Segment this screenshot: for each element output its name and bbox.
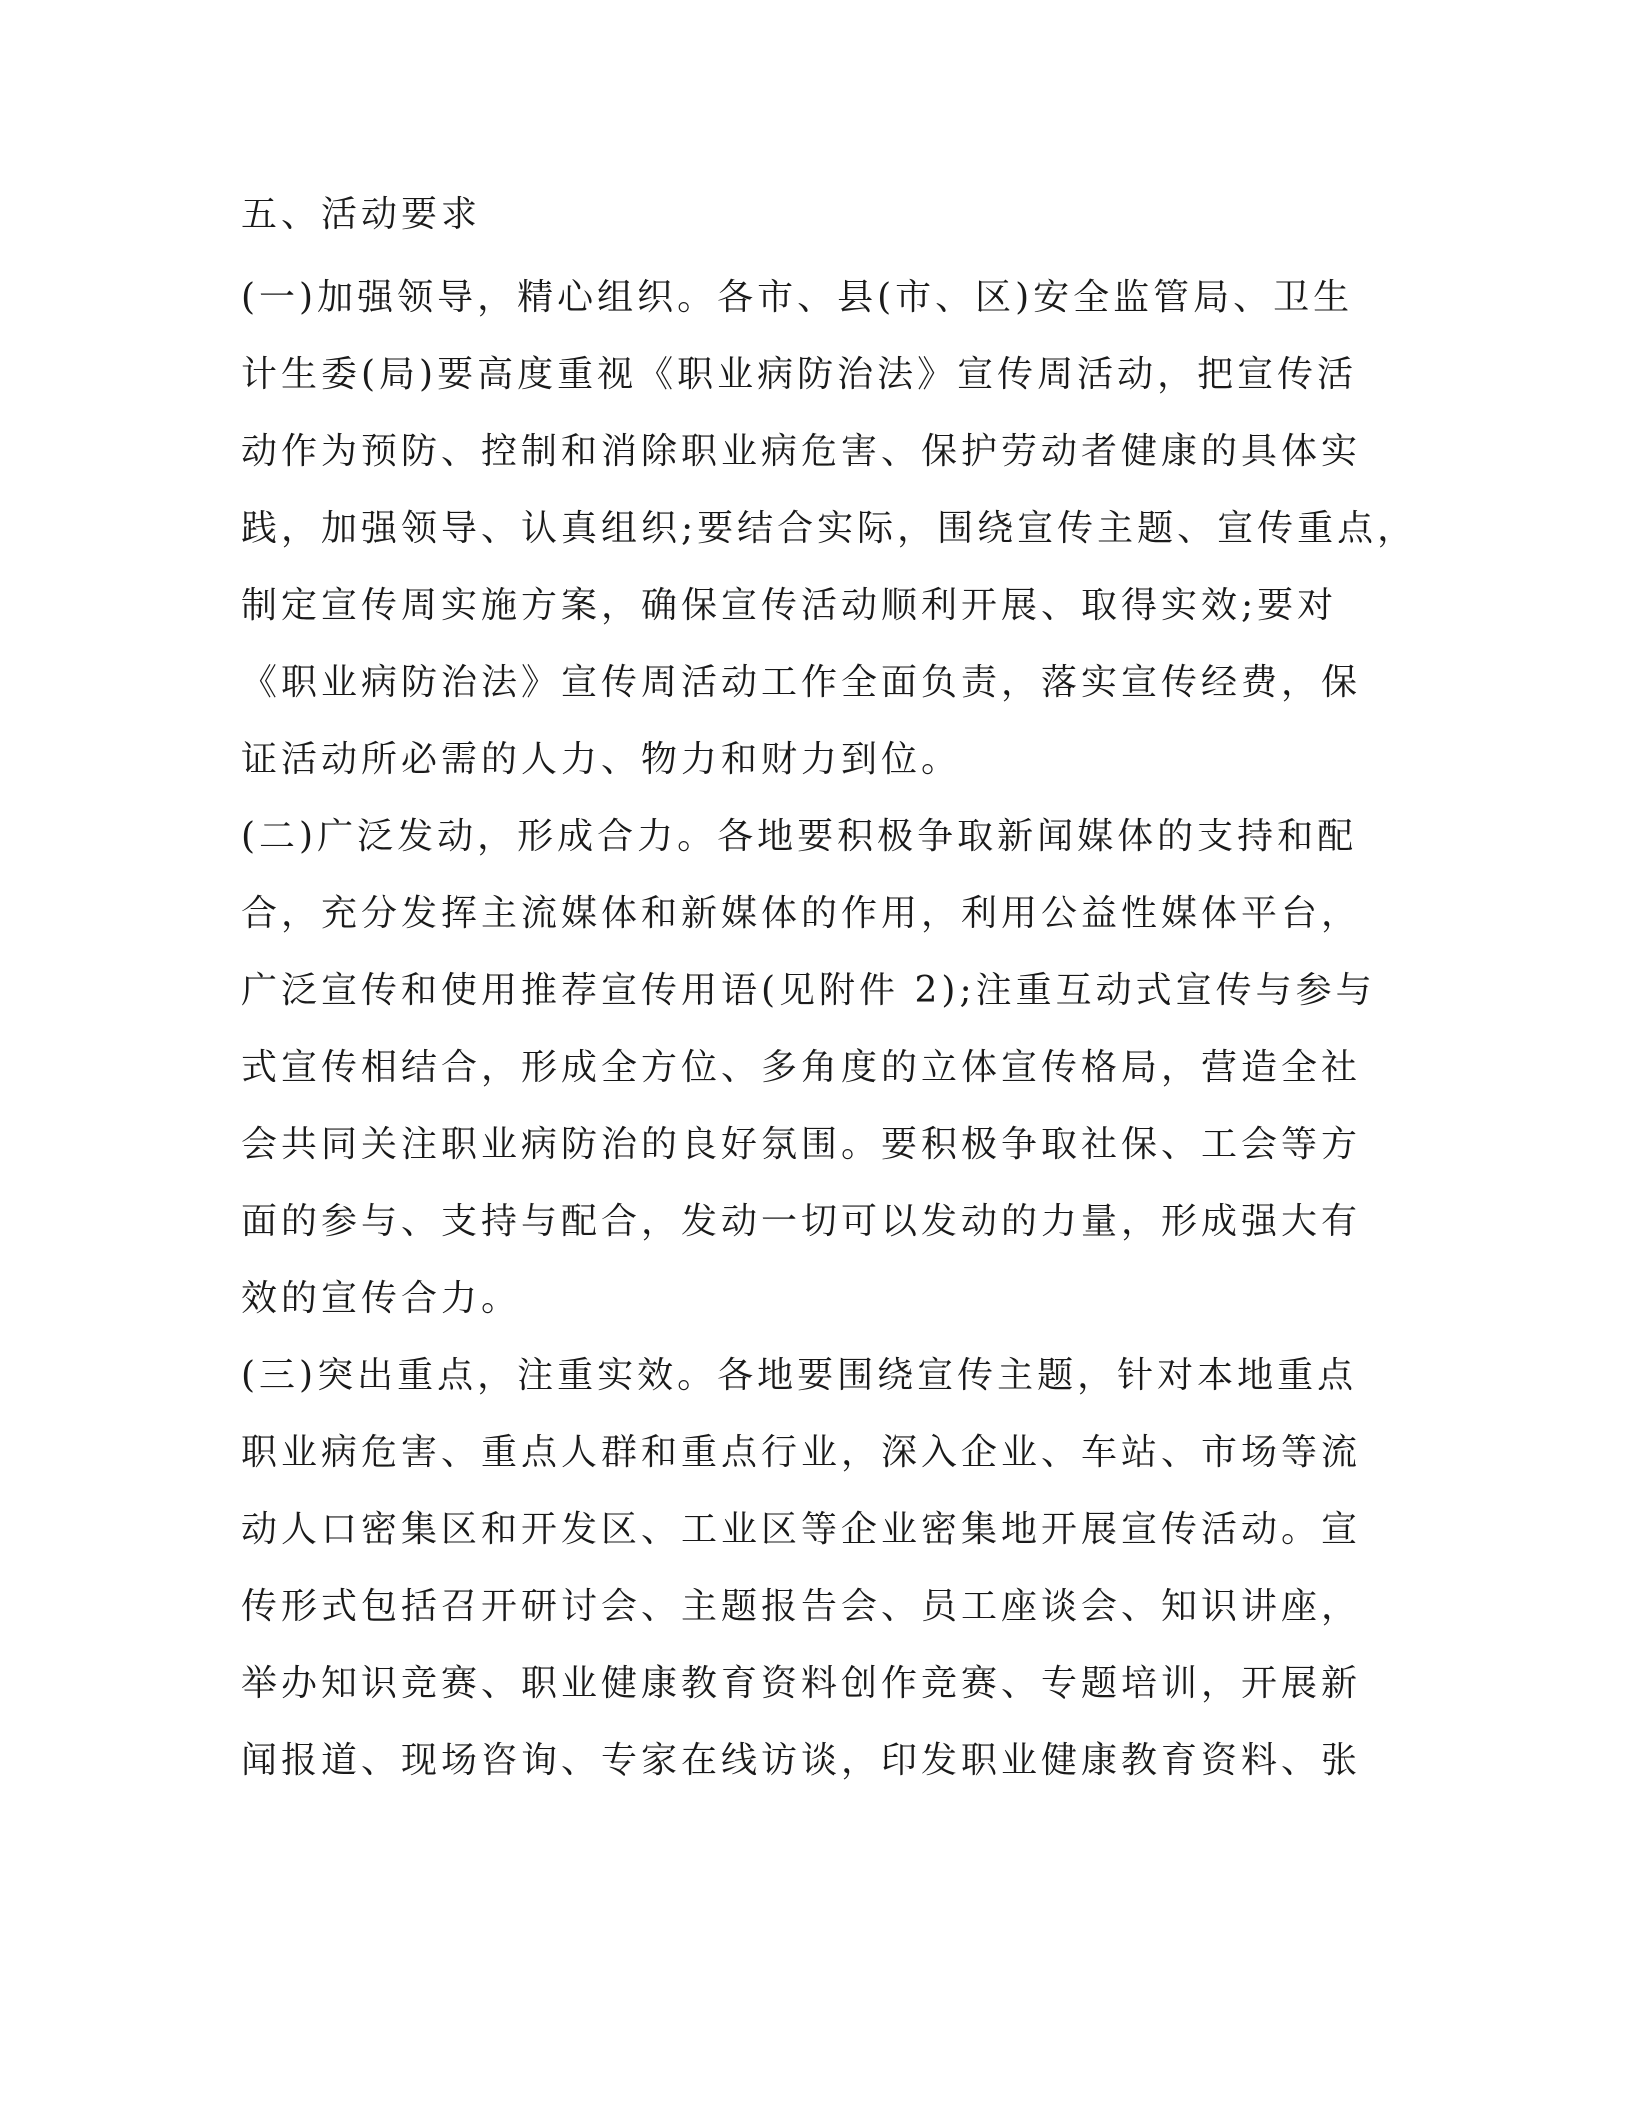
paragraph-line: (二)广泛发动，形成合力。各地要积极争取新闻媒体的支持和配 xyxy=(241,816,1358,857)
paragraph-line: 面的参与、支持与配合，发动一切可以发动的力量，形成强大有 xyxy=(241,1201,1362,1242)
paragraph-1 xyxy=(241,259,1418,798)
paragraph-line: 动作为预防、控制和消除职业病危害、保护劳动者健康的具体实 xyxy=(241,431,1362,472)
paragraph-line: 举办知识竞赛、职业健康教育资料创作竞赛、专题培训，开展新 xyxy=(241,1663,1362,1704)
paragraph-line: (一)加强领导，精心组织。各市、县(市、区)安全监管局、卫生 xyxy=(241,277,1354,318)
paragraph-line: 计生委(局)要高度重视《职业病防治法》宣传周活动，把宣传活 xyxy=(241,354,1358,395)
paragraph-line: 证活动所必需的人力、物力和财力到位。 xyxy=(241,739,962,780)
paragraph-line: 式宣传相结合，形成全方位、多角度的立体宣传格局，营造全社 xyxy=(241,1047,1362,1088)
paragraph-3 xyxy=(241,1337,1391,1799)
paragraph-line: (三)突出重点，注重实效。各地要围绕宣传主题，针对本地重点 xyxy=(241,1355,1358,1396)
paragraph-line: 《职业病防治法》宣传周活动工作全面负责，落实宣传经费，保 xyxy=(241,662,1362,703)
paragraph-line: 效的宣传合力。 xyxy=(241,1278,522,1319)
paragraph-line: 合，充分发挥主流媒体和新媒体的作用，利用公益性媒体平台， xyxy=(241,893,1362,934)
paragraph-line: 动人口密集区和开发区、工业区等企业密集地开展宣传活动。宣 xyxy=(241,1509,1362,1550)
paragraph-line: 践，加强领导、认真组织;要结合实际，围绕宣传主题、宣传重点， xyxy=(241,508,1418,549)
paragraph-line: 会共同关注职业病防治的良好氛围。要积极争取社保、工会等方 xyxy=(241,1124,1362,1165)
document-body xyxy=(241,176,1418,1799)
paragraph-line: 制定宣传周实施方案，确保宣传活动顺利开展、取得实效;要对 xyxy=(241,585,1338,626)
section-heading: 五、活动要求 xyxy=(241,194,482,235)
paragraph-line: 闻报道、现场咨询、专家在线访谈，印发职业健康教育资料、张 xyxy=(241,1740,1362,1781)
paragraph-line: 传形式包括召开研讨会、主题报告会、员工座谈会、知识讲座， xyxy=(241,1586,1362,1627)
paragraph-line: 职业病危害、重点人群和重点行业，深入企业、车站、市场等流 xyxy=(241,1432,1362,1473)
paragraph-2 xyxy=(241,798,1391,1337)
paragraph-line: 广泛宣传和使用推荐宣传用语(见附件 2);注重互动式宣传与参与 xyxy=(241,970,1376,1011)
